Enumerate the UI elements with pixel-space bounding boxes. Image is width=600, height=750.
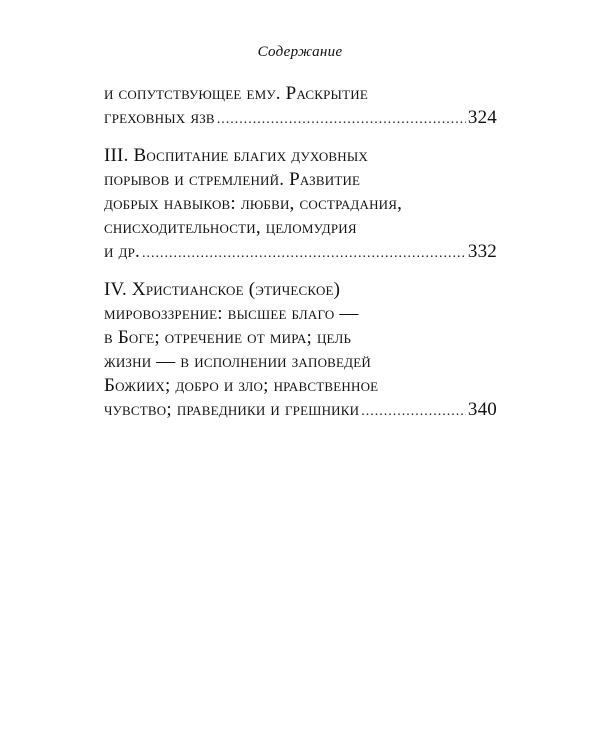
toc-page-number: 340	[467, 399, 497, 420]
table-of-contents	[104, 82, 497, 436]
running-header: Содержание	[257, 44, 343, 60]
toc-entry-last-line	[104, 82, 497, 106]
toc-entry-last-line	[104, 106, 497, 130]
toc-entry-section-4[interactable]	[104, 278, 497, 422]
dot-leader	[217, 108, 466, 132]
toc-entry-line: жизни — в исполнении заповедей	[104, 351, 371, 372]
dot-leader	[142, 242, 466, 266]
toc-entry-line: Божиих; добро и зло; нравственное	[104, 375, 379, 396]
toc-entry-line: добрых навыков: любви, сострадания,	[104, 193, 403, 214]
toc-entry-line: в Боге; отречение от мира; цель	[104, 327, 352, 348]
toc-entry-text: чувство; праведники и грешники	[104, 399, 360, 420]
toc-entry-section-3[interactable]	[104, 144, 497, 264]
toc-entry-line: IV. Христианское (этическое)	[104, 279, 341, 300]
toc-entry-text: и др.	[104, 241, 140, 262]
toc-page-number: 332	[467, 241, 497, 262]
toc-entry-line: III. Воспитание благих духовных	[104, 145, 369, 166]
toc-entry-raskrytie[interactable]	[104, 82, 497, 130]
dot-leader	[361, 400, 466, 424]
toc-entry-text: греховных язв	[104, 107, 215, 128]
toc-entry-line: снисходительности, целомудрия	[104, 217, 357, 238]
toc-entry-last-line	[104, 398, 497, 422]
toc-entry-last-line	[104, 240, 497, 264]
toc-entry-text: и сопутствующее ему. Раскрытие	[104, 83, 368, 104]
toc-entry-line: порывов и стремлений. Развитие	[104, 169, 361, 190]
toc-entry-line: мировоззрение: высшее благо —	[104, 303, 359, 324]
toc-page-number: 324	[467, 107, 497, 128]
